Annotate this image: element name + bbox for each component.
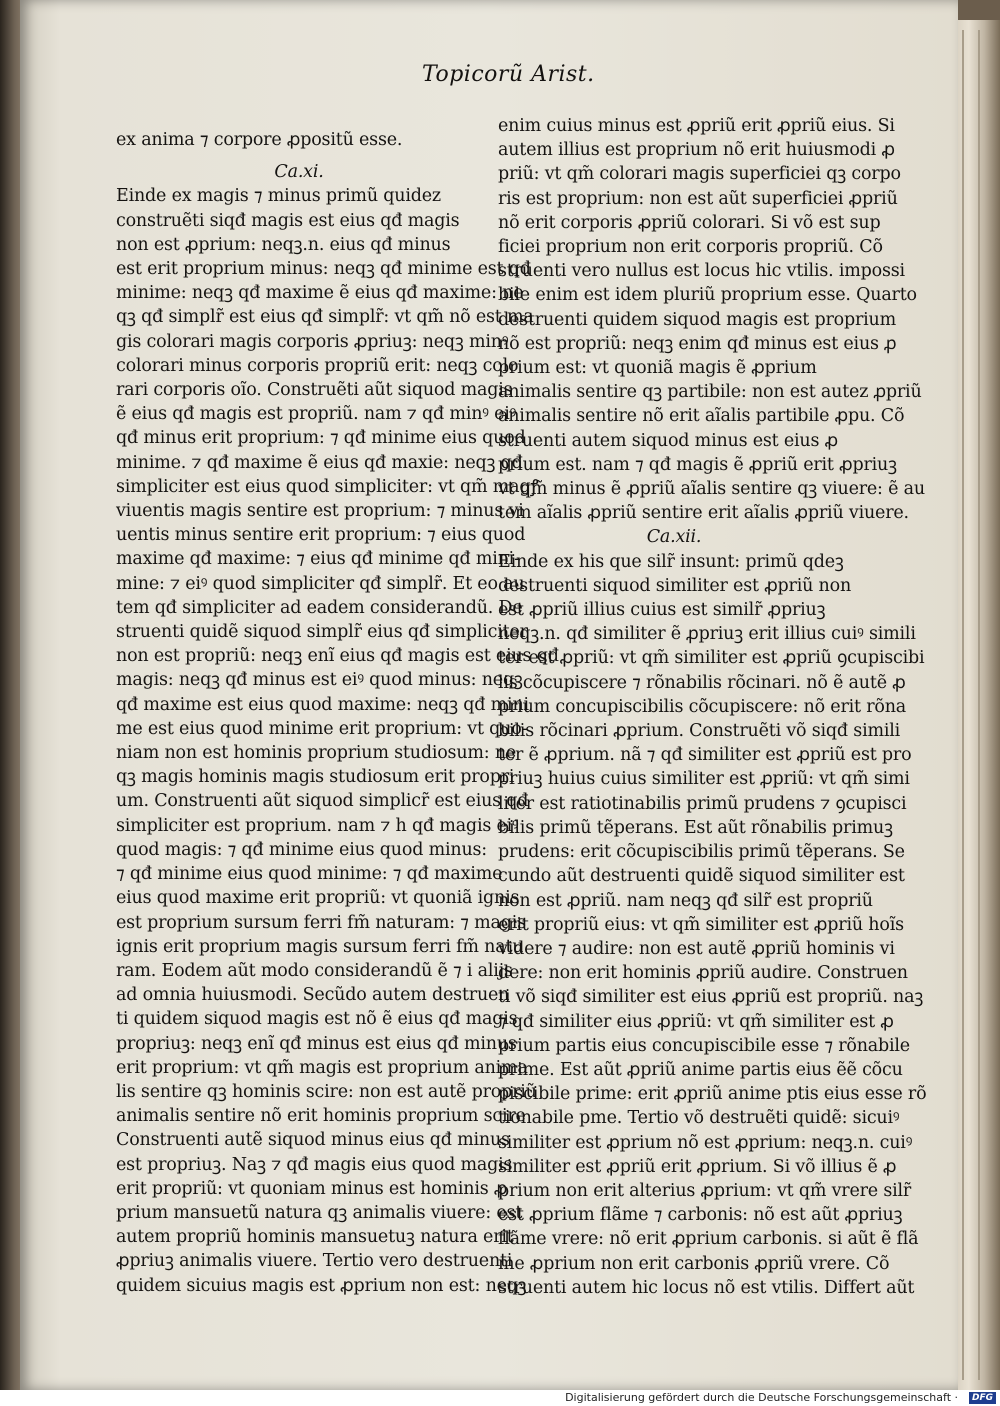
text-line: destruenti siquod similiter est ꝓpriũ non	[498, 575, 852, 596]
text-line: niam non est hominis proprium studiosum: ne	[116, 743, 517, 764]
text-line: qꝫ magis hominis magis studiosum erit propri	[116, 767, 515, 788]
text-line: tionabile pme. Tertio võ destruẽti quidẽ: sicuiꝰ	[498, 1108, 900, 1129]
text-line: simpliciter est proprium. nam ⁊ h qđ magis eiꝰ	[116, 815, 519, 836]
footer-bar	[0, 1390, 1000, 1406]
text-line: tem qđ simpliciter ad eadem considerandũ. De	[116, 597, 523, 618]
text-line: ignis erit proprium magis sursum ferri fm̃ natu	[116, 936, 524, 957]
text-line: priuꝫ huius cuius similiter est ꝓpriũ: vt qm̃ simi	[498, 769, 910, 790]
left-first-line: ex anima ⁊ corpore ꝓpositũ esse.	[116, 130, 403, 150]
text-line: rari corporis oĩo. Construẽti aũt siquod magis	[116, 380, 513, 401]
text-line: prium partis eius concupiscibile esse ⁊ rõnabile	[498, 1035, 910, 1056]
right-lines-a	[498, 114, 925, 525]
text-line: tem aĩalis ꝓpriũ sentire erit aĩalis ꝓpriũ viuere.	[498, 503, 909, 524]
text-line: ter ẽ ꝓprium. nã ⁊ qđ similiter est ꝓpriũ est pro	[498, 745, 912, 766]
text-line: qđ maxime est eius quod maxime: neqꝫ qđ mini	[116, 694, 529, 715]
text-line: animalis sentire nõ erit aĩalis partibile ꝓpu. Cõ	[498, 406, 905, 427]
text-line: videre ⁊ audire: non est autẽ ꝓpriũ hominis vi	[498, 938, 895, 959]
text-line: ad omnia huiusmodi. Secũdo autem destruen	[116, 985, 510, 1006]
left-lines	[116, 184, 559, 1297]
right-text-column	[498, 114, 927, 1300]
text-line: ⁊ qđ minime eius quod minime: ⁊ qđ maxime	[116, 864, 503, 885]
text-line: simpliciter est eius quod simpliciter: vt qm̃ magꝭ	[116, 476, 539, 497]
text-line: animalis sentire qꝫ partibile: non est autez ꝓpriũ	[498, 382, 922, 403]
text-line: qꝫ qđ simplr̃ est eius qđ simplr̃: vt qm̃ nõ est ma	[116, 307, 534, 328]
text-line: colorari minus corporis propriũ erit: neqꝫ colo	[116, 355, 519, 376]
text-line: struenti vero nullus est locus hic vtilis. impossi	[498, 261, 905, 282]
text-line: enim cuius minus est ꝓpriũ erit ꝓpriũ eius. Si	[498, 116, 895, 136]
text-line: prium non erit alterius ꝓprium: vt qm̃ vrere silr̃	[498, 1180, 912, 1201]
text-line: similiter est ꝓpriũ erit ꝓprium. Si võ illius ẽ ꝓ	[498, 1156, 897, 1177]
text-line: nõ erit corporis ꝓpriũ colorari. Si võ est sup	[498, 212, 881, 233]
text-line: construẽti siqđ magis est eius qđ magis	[116, 210, 460, 231]
left-text-column	[116, 128, 559, 1298]
text-line: vt qm̃ minus ẽ ꝓpriũ aĩalis sentire qꝫ viuere: ẽ au	[498, 479, 925, 500]
text-line: quidem sicuius magis est ꝓprium non est: neqꝫ	[116, 1275, 527, 1296]
text-line: struenti autem hic locus nõ est vtilis. Differt aũt	[498, 1277, 915, 1298]
text-line: minime. ⁊ qđ maxime ẽ eius qđ maxie: neqꝫ qđ	[116, 452, 523, 473]
text-line: lis cõcupiscere ⁊ rõnabilis rõcinari. nõ ẽ autẽ ꝓ	[498, 672, 906, 693]
text-line: destruenti quidem siquod magis est proprium	[498, 309, 897, 330]
text-line: piscibile prime: erit ꝓpriũ anime ptis eius esse rõ	[498, 1084, 927, 1105]
text-line: autem illius est proprium nõ erit huiusmodi ꝓ	[498, 140, 895, 161]
text-line: flãme vrere: nõ erit ꝓprium carbonis. si aũt ẽ flã	[498, 1229, 919, 1250]
text-line: um. Construenti aũt siquod simplicr̃ est eius qđ	[116, 791, 529, 812]
chapter-label-left: Ca.xi.	[274, 162, 324, 183]
text-line: bile enim est idem pluriũ proprium esse. Quarto	[498, 285, 917, 306]
text-line: ⁊ qđ similiter eius ꝓpriũ: vt qm̃ similiter est ꝓ	[498, 1011, 894, 1032]
text-line: minime: neqꝫ qđ maxime ẽ eius qđ maxime: ne	[116, 283, 524, 304]
text-line: est proprium sursum ferri fm̃ naturam: ⁊ magis	[116, 912, 526, 933]
text-line: me est eius quod minime erit proprium: vt quo-	[116, 718, 528, 739]
text-line: prium est. nam ⁊ qđ magis ẽ ꝓpriũ erit ꝓpriuꝫ	[498, 454, 897, 475]
text-line: maxime qđ maxime: ⁊ eius qđ minime qđ mini-	[116, 549, 520, 570]
text-line: Construenti autẽ siquod minus eius qđ minus	[116, 1130, 510, 1151]
text-line: Einde ex his que silr̃ insunt: primũ qdeꝫ	[498, 551, 844, 572]
text-line: ris est proprium: non est aũt superficiei ꝓpriũ	[498, 188, 898, 209]
text-line: est propriuꝫ. Naꝫ ⁊ qđ magis eius quod magis	[116, 1154, 513, 1175]
text-line: mine: ⁊ eiꝰ quod simpliciter qđ simplr̃. Et eo au	[116, 573, 525, 594]
text-line: priũ: vt qm̃ colorari magis superficiei qꝫ corpo	[498, 164, 901, 185]
text-line: prime. Est aũt ꝓpriũ anime partis eius ẽẽ cõcu	[498, 1059, 903, 1080]
text-line: non est ꝓpriũ. nam neqꝫ qđ silr̃ est propriũ	[498, 890, 873, 911]
text-line: erit propriũ: vt quoniam minus est hominis ꝓ	[116, 1178, 508, 1199]
text-line: Einde ex magis ⁊ minus primũ quidez	[116, 186, 441, 207]
text-line: liter est ratiotinabilis primũ prudens ⁊ ꝯcupisci	[498, 793, 907, 814]
text-line: ram. Eodem aũt modo considerandũ ẽ ⁊ i alijs	[116, 960, 513, 981]
text-line: neqꝫ.n. qđ similiter ẽ ꝓpriuꝫ erit illius cuiꝰ simili	[498, 624, 916, 645]
text-line: est ꝓpriũ illius cuius est similr̃ ꝓpriuꝫ	[498, 600, 826, 621]
text-line: autem propriũ hominis mansuetuꝫ natura erit	[116, 1227, 514, 1248]
text-line: uentis minus sentire erit proprium: ⁊ eius quod	[116, 525, 526, 546]
text-line: struenti autem siquod minus est eius ꝓ	[498, 430, 838, 451]
text-line: non est ꝓprium: neqꝫ.n. eius qđ minus	[116, 234, 451, 255]
text-line: ti quidem siquod magis est nõ ẽ eius qđ magis	[116, 1009, 518, 1030]
running-title: Topicorũ Arist.	[422, 62, 595, 87]
text-line: prium mansuetũ natura qꝫ animalis viuere: est	[116, 1202, 523, 1223]
text-line: nõ est propriũ: neqꝫ enim qđ minus est eius ꝓ	[498, 333, 897, 354]
text-line: animalis sentire nõ erit hominis proprium scire	[116, 1106, 526, 1127]
text-line: prium concupiscibilis cõcupiscere: nõ erit rõna	[498, 696, 907, 717]
text-line: erit proprium: vt qm̃ magis est proprium anima	[116, 1057, 528, 1078]
text-line: propriuꝫ: neqꝫ enĩ qđ minus est eius qđ minus	[116, 1033, 517, 1054]
text-line: similiter est ꝓprium nõ est ꝓprium: neqꝫ.n. cuiꝰ	[498, 1132, 913, 1153]
text-line: quod magis: ⁊ qđ minime eius quod minus:	[116, 839, 487, 860]
text-line: cundo aũt destruenti quidẽ siquod similiter est	[498, 866, 905, 887]
text-line: ficiei proprium non erit corporis propriũ. Cõ	[498, 237, 883, 258]
dfg-logo: DFG	[969, 1392, 996, 1404]
chapter-label-right: Ca.xii.	[646, 527, 702, 548]
text-line: non est propriũ: neqꝫ enĩ eius qđ magis est eius qđ	[116, 646, 559, 667]
text-line: magis: neqꝫ qđ minus est eiꝰ quod minus: neqꝫ	[116, 670, 523, 691]
text-line: ti võ siqđ similiter est eius ꝓpriũ est propriũ. naꝫ	[498, 987, 924, 1008]
text-line: dere: non erit hominis ꝓpriũ audire. Construen	[498, 963, 908, 984]
page-edge-line	[962, 30, 964, 1380]
text-line: qđ minus erit proprium: ⁊ qđ minime eius quod	[116, 428, 526, 449]
text-line: me ꝓprium non erit carbonis ꝓpriũ vrere. Cõ	[498, 1253, 890, 1274]
text-line: bilis rõcinari ꝓprium. Construẽti võ siqđ simili	[498, 721, 901, 742]
text-line: bilis primũ tẽperans. Est aũt rõnabilis primuꝫ	[498, 817, 893, 838]
text-line: est ꝓprium flãme ⁊ carbonis: nõ est aũt ꝓpriuꝫ	[498, 1205, 903, 1226]
text-line: lis sentire qꝫ hominis scire: non est autẽ propriũ	[116, 1081, 537, 1102]
text-line: struenti quidẽ siquod simplr̃ eius qđ simpliciter	[116, 622, 528, 643]
text-line: gis colorari magis corporis ꝓpriuꝫ: neqꝫ minꝰ	[116, 331, 509, 352]
text-line: erit propriũ eius: vt qm̃ similiter est ꝓpriũ hoĩs	[498, 914, 904, 935]
text-line: eius quod maxime erit propriũ: vt quoniã ignis	[116, 888, 520, 909]
text-line: prudens: erit cõcupiscibilis primũ tẽperans. Se	[498, 842, 905, 863]
right-lines-b	[498, 550, 927, 1300]
text-line: ꝓpriuꝫ animalis viuere. Tertio vero destruenti	[116, 1251, 513, 1272]
text-line: prium est: vt quoniã magis ẽ ꝓprium	[498, 358, 817, 379]
text-line: est erit proprium minus: neqꝫ qđ minime est qđ	[116, 259, 531, 280]
text-line: viuentis magis sentire est proprium: ⁊ minus vi	[116, 501, 524, 522]
funding-credit: Digitalisierung gefördert durch die Deutsche Forschungsgemeinschaft ·	[565, 1391, 958, 1404]
text-line: ẽ eius qđ magis est propriũ. nam ⁊ qđ minꝰ eiꝰ	[116, 404, 517, 425]
book-page	[20, 0, 958, 1390]
page-edge-line	[978, 30, 980, 1380]
text-line: ter est ꝓpriũ: vt qm̃ similiter est ꝓpriũ ꝯcupiscibi	[498, 648, 925, 669]
